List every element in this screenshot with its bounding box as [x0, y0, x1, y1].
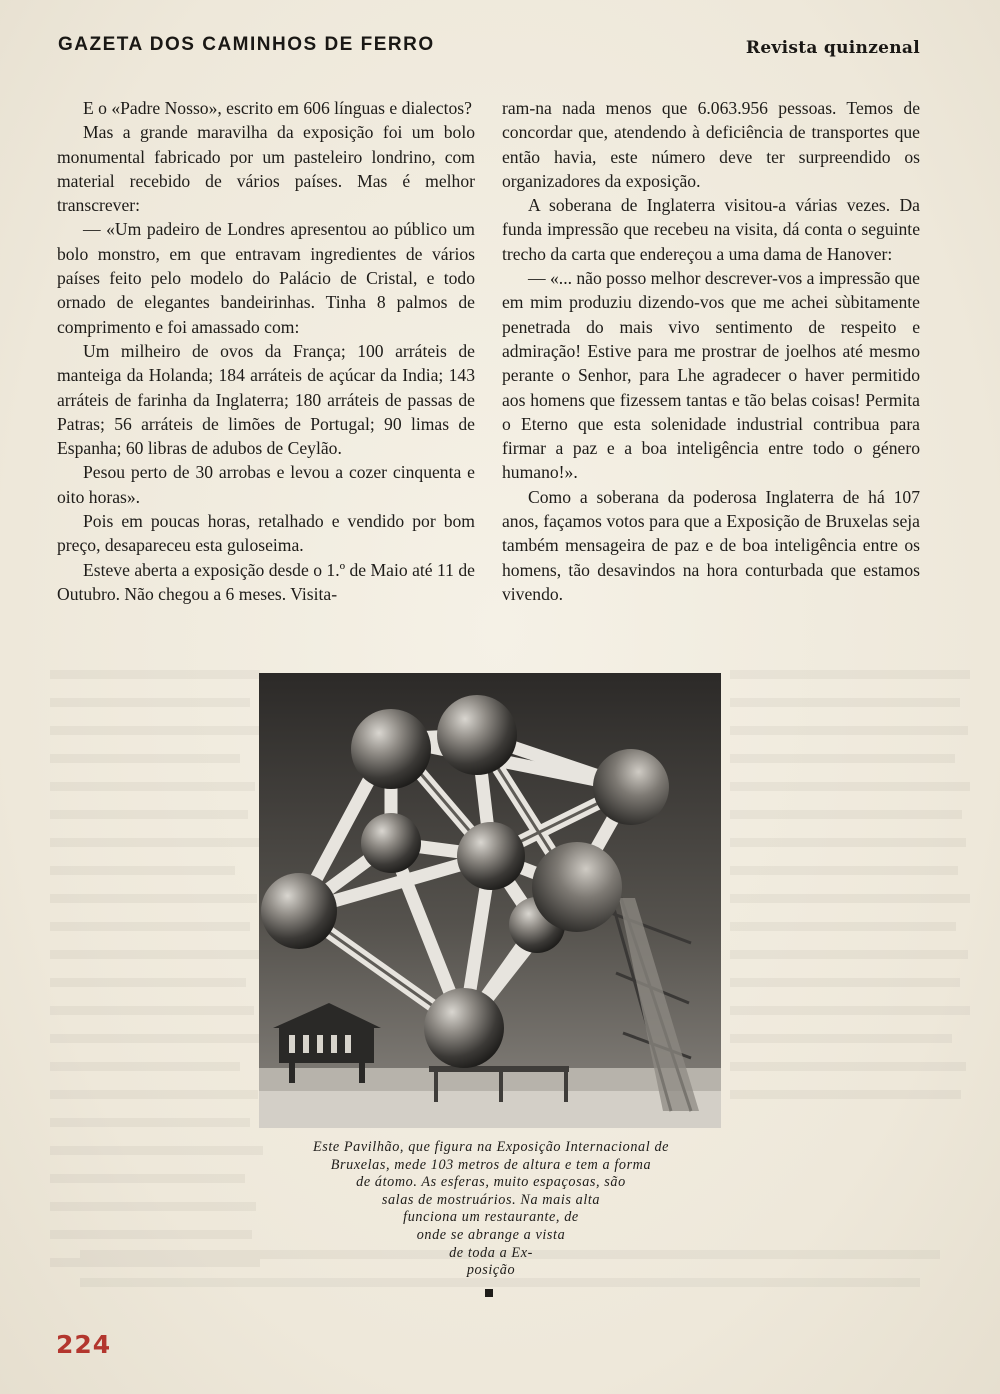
caption-line: Este Pavilhão, que figura na Exposição Internacional de	[312, 1139, 670, 1155]
running-header	[58, 34, 920, 64]
paragraph: ram-na nada menos que 6.063.956 pessoas. Temos de concordar que, atendendo à deficiência de transportes que então havia, este número deve ter surpreendido os organizadores da exposição.	[502, 98, 920, 191]
paragraph: Mas a grande maravilha da exposição foi um bolo monumental fabricado por um pasteleiro londrino, com material recebido de vários países. Mas é melhor transcrever:	[57, 122, 475, 216]
caption-line: de toda a Ex-	[449, 1244, 533, 1261]
paragraph: Esteve aberta a exposição desde o 1.º de Maio até 11 de Outubro. Não chegou a 6 meses. Visita-	[57, 559, 475, 604]
caption-line: Bruxelas, mede 103 metros de altura e tem a forma	[330, 1156, 652, 1173]
journal-title: GAZETA DOS CAMINHOS DE FERRO	[58, 34, 435, 55]
paragraph: Pois em poucas horas, retalhado e vendido por bom preço, desapareceu esta guloseima.	[57, 511, 475, 556]
left-column	[57, 96, 475, 606]
atomium-photograph	[259, 673, 721, 1128]
caption-line: posição	[466, 1262, 516, 1279]
journal-subtitle: Revista quinzenal	[745, 38, 920, 58]
caption-line: onde se abrange a vista	[416, 1226, 566, 1243]
page-number: 224	[56, 1330, 112, 1359]
caption-line: de átomo. As esferas, muito espaçosas, são	[356, 1174, 626, 1191]
paragraph: Um milheiro de ovos da França; 100 arráteis de manteiga da Holanda; 184 arráteis de açúcar da India; 143 arráteis de farinha da Inglaterra; 180 arráteis de passas de Patras; 56 arráteis de limões de Portugal; 90 limas de Espanha; 60 libras de adubos de Ceylão.	[57, 340, 475, 459]
paragraph: — «... não posso melhor descrever-vos a impressão que em mim produziu dizendo-vos que me achei sùbitamente penetrada do mais vivo sentimento de respeito e admiração! Estive para me prostrar de joelhos até mesmo perante o Senhor, para Lhe agradecer o haver permitido aos homens que fizessem tantas e tão belas coisas! Permita o Eterno que esta solenidade industrial contribua para firmar a paz e a boa inteligência entre todo o género humano!».	[502, 268, 920, 483]
paragraph: E o «Padre Nosso», escrito em 606 línguas e dialectos?	[83, 98, 472, 118]
caption-line: salas de mostruários. Na mais alta	[381, 1191, 601, 1208]
right-column	[502, 96, 920, 606]
paragraph: Como a soberana da poderosa Inglaterra de há 107 anos, façamos votos para que a Exposição de Bruxelas seja também mensageira de paz e de boa inteligência entre os homens, tão desavindos na hora conturbada que estamos vivendo.	[502, 486, 920, 604]
atomium-illustration	[259, 673, 721, 1128]
paragraph: Pesou perto de 30 arrobas e levou a cozer cinquenta e oito horas».	[57, 462, 475, 507]
caption-line: funciona um restaurante, de	[403, 1209, 579, 1226]
paragraph: — «Um padeiro de Londres apresentou ao público um bolo monstro, em que entravam ingredientes de vários países feito pelo modelo do Palácio de Cristal, e todo ornado de elegantes bandeirinhas. Tinha 8 palmos de comprimento e foi amassado com:	[57, 219, 475, 337]
paragraph: A soberana de Inglaterra visitou-a várias vezes. Da funda impressão que recebeu na visita, dá conta o seguinte trecho da carta que endereçou a uma dama de Hanover:	[502, 195, 920, 264]
end-of-article-mark	[485, 1289, 493, 1297]
figure-caption	[262, 1139, 720, 1280]
